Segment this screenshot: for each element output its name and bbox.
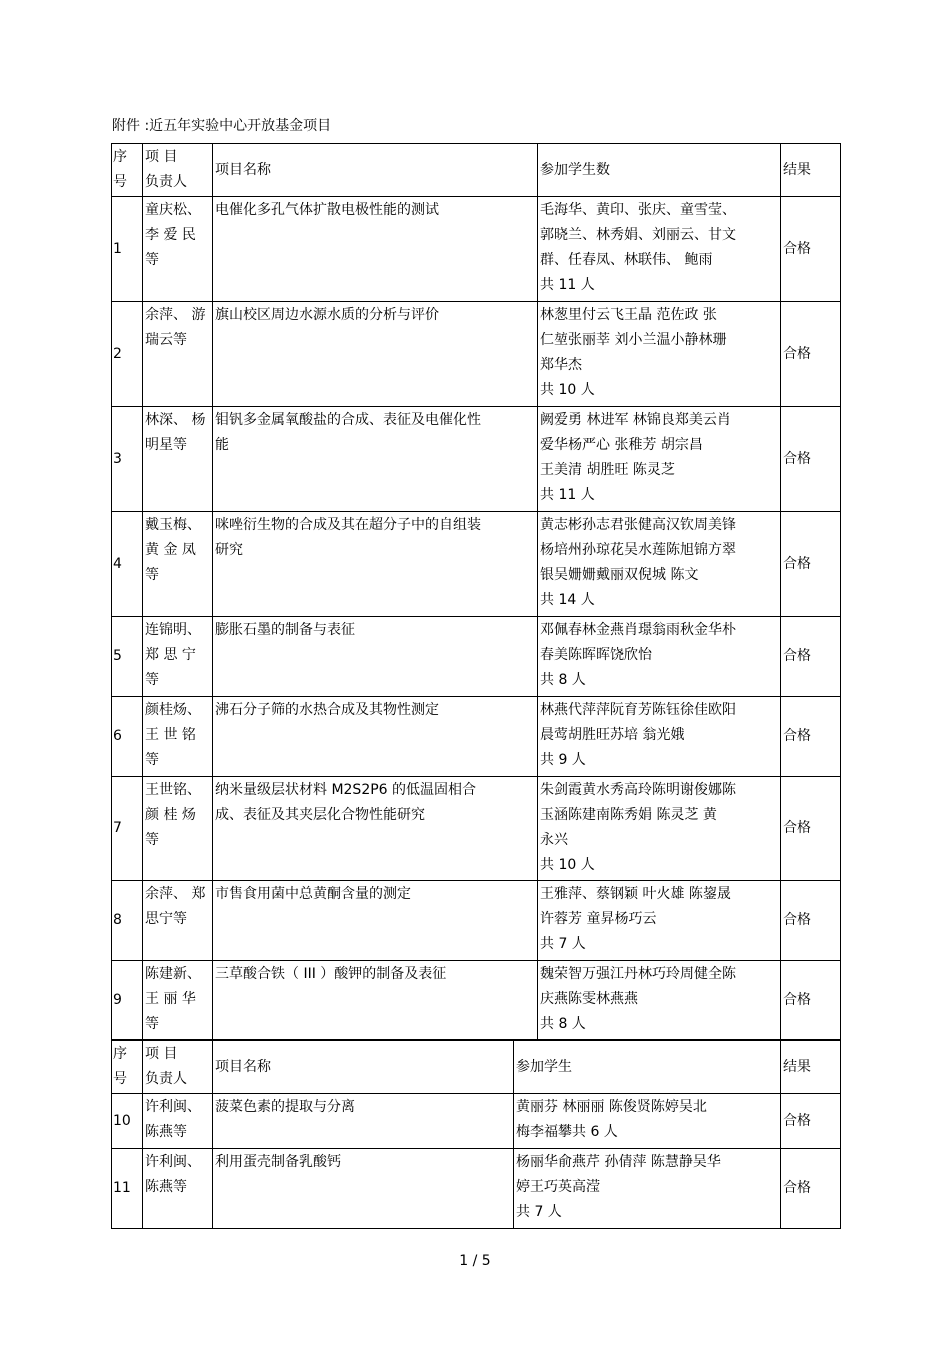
cell-students: 邓佩春林金燕肖璟翁雨秋金华朴 春美陈晖晖饶欣怡 共 8 人: [538, 617, 781, 697]
cell-result: 合格: [781, 697, 841, 777]
cell-result: 合格: [781, 197, 841, 302]
header-name: 项目名称: [213, 1041, 514, 1094]
cell-leader: 余萍、 游 瑞云等: [143, 302, 213, 407]
cell-leader: 童庆松、 李 爱 民 等: [143, 197, 213, 302]
table-row: [112, 1149, 841, 1229]
cell-students: 阙爱勇 林进军 林锦良郑美云肖 爱华杨严心 张稚芳 胡宗昌 王美清 胡胜旺 陈灵芝 共 11 人: [538, 407, 781, 512]
cell-no: 6: [112, 697, 143, 777]
cell-leader: 许利闽、 陈燕等: [143, 1149, 213, 1229]
cell-result: 合格: [781, 302, 841, 407]
header-result: 结果: [781, 144, 841, 197]
cell-no: 11: [112, 1149, 143, 1229]
cell-leader: 王世铭、 颜 桂 炀 等: [143, 777, 213, 881]
table-header-row: [112, 1041, 841, 1094]
cell-project-name: 钼钒多金属氧酸盐的合成、表征及电催化性 能: [213, 407, 538, 512]
table-row: [112, 881, 841, 961]
cell-no: 5: [112, 617, 143, 697]
projects-table-2: [111, 1040, 841, 1229]
table-row: [112, 197, 841, 302]
table-row: [112, 777, 841, 881]
header-leader: 项 目 负责人: [143, 144, 213, 197]
cell-project-name: 咪唑衍生物的合成及其在超分子中的自组装 研究: [213, 512, 538, 617]
table-header-row: [112, 144, 841, 197]
cell-result: 合格: [781, 617, 841, 697]
cell-project-name: 旗山校区周边水源水质的分析与评价: [213, 302, 538, 407]
cell-leader: 陈建新、 王 丽 华 等: [143, 961, 213, 1040]
cell-project-name: 三草酸合铁（ III ）酸钾的制备及表征: [213, 961, 538, 1040]
cell-project-name: 沸石分子筛的水热合成及其物性测定: [213, 697, 538, 777]
cell-result: 合格: [781, 1149, 841, 1229]
cell-no: 7: [112, 777, 143, 881]
cell-students: 黄丽芬 林丽丽 陈俊贤陈婷吴北 梅李福攀共 6 人: [514, 1094, 781, 1149]
cell-project-name: 膨胀石墨的制备与表征: [213, 617, 538, 697]
page-caption: 附件 :近五年实验中心开放基金项目: [112, 118, 332, 134]
cell-result: 合格: [781, 777, 841, 881]
cell-students: 朱剑霞黄水秀高玲陈明谢俊娜陈 玉涵陈建南陈秀娟 陈灵芝 黄 永兴 共 10 人: [538, 777, 781, 881]
cell-result: 合格: [781, 512, 841, 617]
table-row: [112, 697, 841, 777]
cell-result: 合格: [781, 961, 841, 1040]
header-result: 结果: [781, 1041, 841, 1094]
cell-no: 8: [112, 881, 143, 961]
table-row: [112, 961, 841, 1040]
table-row: [112, 617, 841, 697]
cell-leader: 颜桂炀、 王 世 铭 等: [143, 697, 213, 777]
cell-no: 3: [112, 407, 143, 512]
header-leader: 项 目 负责人: [143, 1041, 213, 1094]
cell-students: 杨丽华俞燕芹 孙倩萍 陈慧静吴华 婷王巧英高滢 共 7 人: [514, 1149, 781, 1229]
cell-students: 黄志彬孙志君张健高汉钦周美锋 杨培州孙琼花吴水莲陈旭锦方翠 银吴姗姗戴丽双倪城 陈文 共 14 人: [538, 512, 781, 617]
cell-no: 2: [112, 302, 143, 407]
cell-project-name: 菠菜色素的提取与分离: [213, 1094, 514, 1149]
header-students: 参加学生数: [538, 144, 781, 197]
cell-no: 10: [112, 1094, 143, 1149]
cell-leader: 连锦明、 郑 思 宁 等: [143, 617, 213, 697]
cell-no: 4: [112, 512, 143, 617]
page-number: 1 / 5: [459, 1253, 491, 1269]
cell-leader: 戴玉梅、 黄 金 凤 等: [143, 512, 213, 617]
header-no: 序 号: [112, 144, 143, 197]
cell-project-name: 纳米量级层状材料 M2S2P6 的低温固相合 成、表征及其夹层化合物性能研究: [213, 777, 538, 881]
cell-students: 林葱里付云飞王晶 范佐政 张 仁堃张丽莘 刘小兰温小静林珊 郑华杰 共 10 人: [538, 302, 781, 407]
table-row: [112, 1094, 841, 1149]
projects-table-1: [111, 143, 841, 1040]
table-row: [112, 302, 841, 407]
cell-project-name: 利用蛋壳制备乳酸钙: [213, 1149, 514, 1229]
cell-leader: 许利闽、 陈燕等: [143, 1094, 213, 1149]
header-no: 序 号: [112, 1041, 143, 1094]
cell-students: 王雅萍、蔡钢颖 叶火雄 陈鋆晟 许蓉芳 童昇杨巧云 共 7 人: [538, 881, 781, 961]
cell-leader: 余萍、 郑 思宁等: [143, 881, 213, 961]
table-row: [112, 407, 841, 512]
cell-result: 合格: [781, 407, 841, 512]
cell-no: 1: [112, 197, 143, 302]
cell-leader: 林深、 杨 明星等: [143, 407, 213, 512]
table-row: [112, 512, 841, 617]
cell-students: 林燕代萍萍阮育芳陈钰徐佳欧阳 晨莺胡胜旺苏培 翁光娥 共 9 人: [538, 697, 781, 777]
cell-project-name: 市售食用菌中总黄酮含量的测定: [213, 881, 538, 961]
cell-result: 合格: [781, 1094, 841, 1149]
cell-project-name: 电催化多孔气体扩散电极性能的测试: [213, 197, 538, 302]
cell-students: 魏荣智万强江丹林巧玲周健全陈 庆燕陈雯林燕燕 共 8 人: [538, 961, 781, 1040]
cell-students: 毛海华、黄印、张庆、童雪莹、 郭晓兰、林秀娟、刘丽云、甘文 群、任春凤、林联伟、 鲍雨 共 11 人: [538, 197, 781, 302]
cell-no: 9: [112, 961, 143, 1040]
header-name: 项目名称: [213, 144, 538, 197]
header-students: 参加学生: [514, 1041, 781, 1094]
cell-result: 合格: [781, 881, 841, 961]
